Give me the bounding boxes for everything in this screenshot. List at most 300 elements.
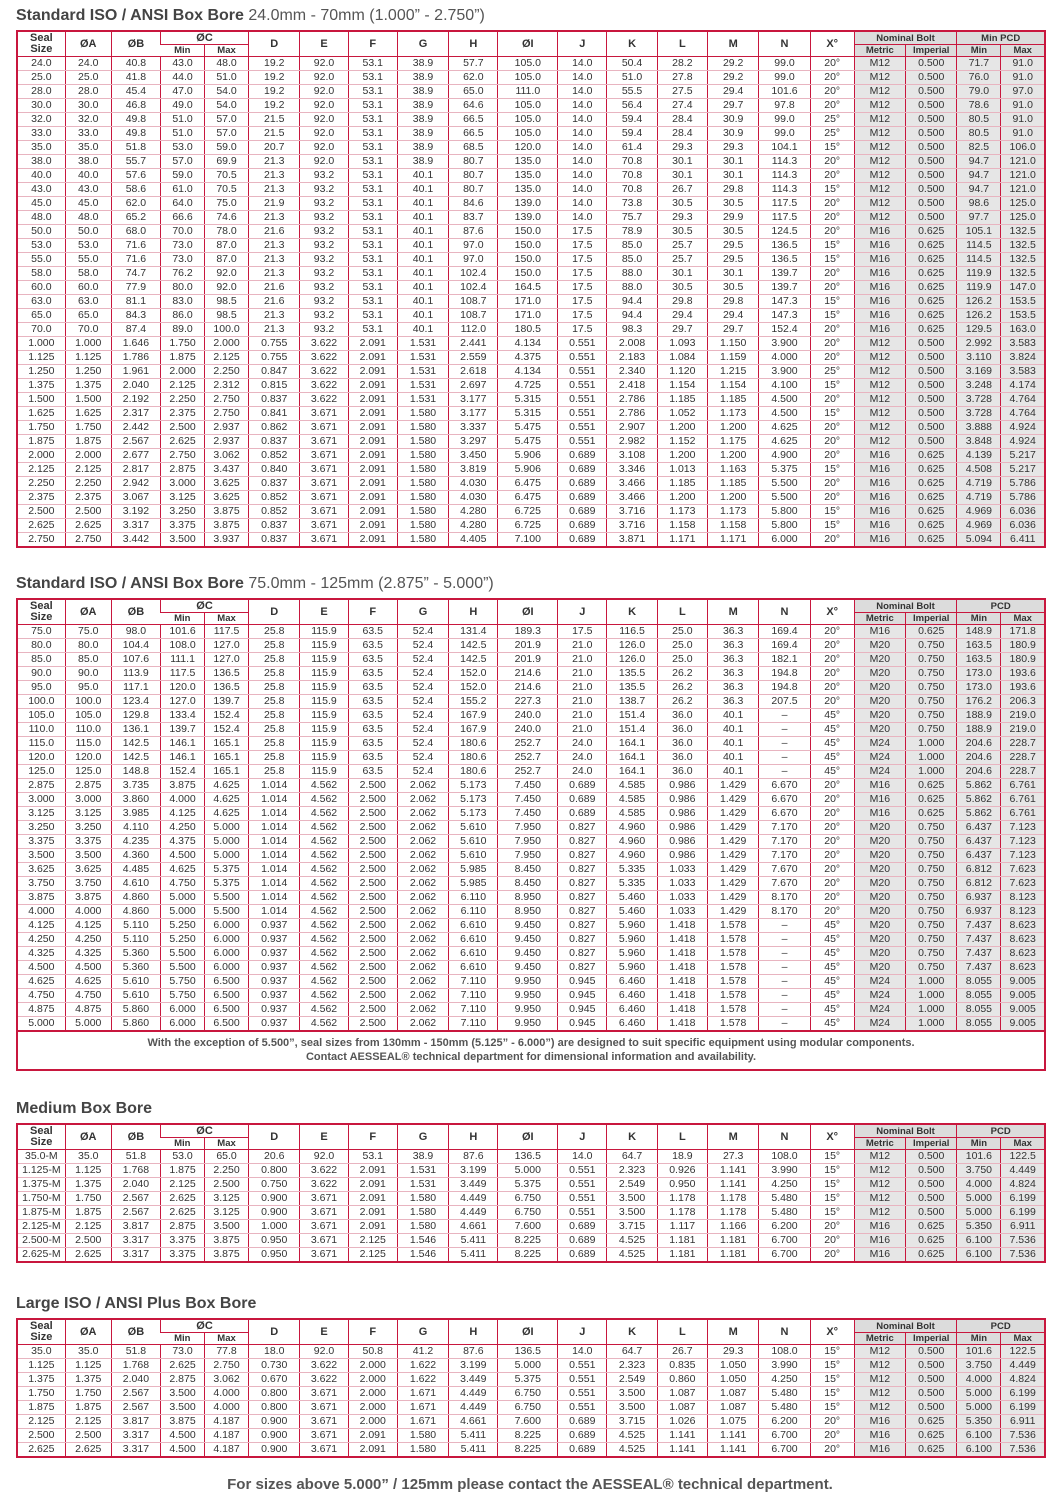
- table-cell: M24: [854, 975, 905, 989]
- table-cell: 20°: [810, 779, 854, 793]
- table-cell: M20: [854, 961, 905, 975]
- table-row: [17, 933, 1045, 947]
- table-cell: 71.7: [957, 57, 1001, 71]
- table-cell: 219.0: [1001, 723, 1045, 737]
- header-pcd-min: Min: [957, 1138, 1001, 1150]
- table-cell: 6.610: [449, 961, 498, 975]
- table-cell: 113.9: [111, 667, 160, 681]
- table-cell: 58.0: [65, 267, 111, 281]
- table-cell: 29.4: [657, 309, 707, 323]
- table-cell: M16: [854, 625, 905, 639]
- table-cell: 45°: [810, 975, 854, 989]
- table-cell: 0.625: [906, 779, 957, 793]
- table-cell: 30.5: [708, 225, 759, 239]
- table-cell: 0.500: [906, 351, 957, 365]
- table-cell: 99.0: [759, 71, 810, 85]
- table-cell: 29.8: [708, 295, 759, 309]
- table-cell: 35.0: [65, 1345, 111, 1359]
- note-line: Contact AESSEAL® technical department for dimensional information and availability.: [305, 1051, 756, 1063]
- table-cell: M16: [854, 779, 905, 793]
- table-cell: 124.5: [759, 225, 810, 239]
- table-cell: 32.0: [17, 113, 65, 127]
- table-cell: 4.500: [161, 849, 205, 863]
- header-c-min: Min: [161, 1138, 205, 1150]
- table-cell: 9.005: [1001, 1017, 1045, 1032]
- table-cell: 207.5: [759, 695, 810, 709]
- table-cell: 6.750: [498, 1206, 558, 1220]
- table-cell: 25.8: [249, 695, 300, 709]
- table-cell: 219.0: [1001, 709, 1045, 723]
- table-cell: 4.625: [205, 779, 249, 793]
- table-cell: 40.1: [397, 197, 448, 211]
- table-cell: M16: [854, 477, 905, 491]
- header-col-f: F: [348, 1319, 397, 1345]
- table-cell: 1.580: [397, 1192, 448, 1206]
- table-cell: 2.500: [17, 1429, 65, 1443]
- table-cell: 3.622: [300, 379, 348, 393]
- table-cell: M24: [854, 737, 905, 751]
- table-cell: 6.700: [759, 1234, 810, 1248]
- table-row: [17, 449, 1045, 463]
- table-cell: 29.5: [708, 253, 759, 267]
- table-cell: 53.1: [348, 225, 397, 239]
- table-cell: 75.0: [205, 197, 249, 211]
- table-cell: 27.4: [657, 99, 707, 113]
- table-cell: M20: [854, 891, 905, 905]
- table-cell: 6.761: [1001, 807, 1045, 821]
- table-cell: 38.9: [397, 71, 448, 85]
- table-cell: 7.437: [957, 961, 1001, 975]
- table-cell: 0.500: [906, 1192, 957, 1206]
- table-cell: 0.945: [558, 1017, 607, 1032]
- table-cell: 3.848: [957, 435, 1001, 449]
- table-cell: 7.110: [449, 1017, 498, 1032]
- table-cell: 6.750: [498, 1401, 558, 1415]
- table-cell: 0.862: [249, 421, 300, 435]
- table-cell: 20°: [810, 211, 854, 225]
- table-row: [17, 1345, 1045, 1359]
- table-cell: 4.525: [607, 1248, 657, 1263]
- table-cell: 3.875: [205, 1248, 249, 1263]
- table-cell: 94.7: [957, 169, 1001, 183]
- table-cell: 1.166: [708, 1220, 759, 1234]
- table-cell: 0.625: [906, 253, 957, 267]
- table-cell: M20: [854, 877, 905, 891]
- table-cell: 93.2: [300, 281, 348, 295]
- table-cell: 2.062: [397, 807, 448, 821]
- table-cell: 119.9: [957, 281, 1001, 295]
- table-cell: 2.040: [111, 1373, 160, 1387]
- table-cell: 94.4: [607, 309, 657, 323]
- table-cell: 6.100: [957, 1248, 1001, 1263]
- table-cell: 0.689: [558, 1220, 607, 1234]
- table-cell: 2.875: [17, 779, 65, 793]
- table-row: [17, 1443, 1045, 1458]
- table-cell: 2.567: [111, 1192, 160, 1206]
- table-cell: 53.1: [348, 1150, 397, 1164]
- table-cell: M12: [854, 435, 905, 449]
- table-cell: 0.800: [249, 1164, 300, 1178]
- table-cell: 2.500: [348, 821, 397, 835]
- table-cell: 5.173: [449, 807, 498, 821]
- table-cell: 83.0: [161, 295, 205, 309]
- table-cell: 1.580: [397, 1220, 448, 1234]
- table-cell: 1.429: [708, 779, 759, 793]
- table-cell: 125.0: [65, 765, 111, 779]
- table-cell: 64.7: [607, 1150, 657, 1164]
- table-cell: M20: [854, 681, 905, 695]
- table-cell: 51.8: [111, 1150, 160, 1164]
- table-cell: 0.900: [249, 1192, 300, 1206]
- table-cell: 0.551: [558, 1178, 607, 1192]
- table-cell: 3.500: [607, 1206, 657, 1220]
- table-cell: 3.671: [300, 1192, 348, 1206]
- table-cell: 78.0: [205, 225, 249, 239]
- table-cell: 4.585: [607, 779, 657, 793]
- table-cell: 3.297: [449, 435, 498, 449]
- table-cell: 4.508: [957, 463, 1001, 477]
- table-cell: 0.500: [906, 71, 957, 85]
- table-cell: 3.500: [607, 1387, 657, 1401]
- table-cell: 1.158: [708, 519, 759, 533]
- table-cell: 3.671: [300, 491, 348, 505]
- table-cell: 30.1: [657, 155, 707, 169]
- table-cell: 132.5: [1001, 267, 1045, 281]
- table-cell: 7.536: [1001, 1234, 1045, 1248]
- table-cell: 3.875: [17, 891, 65, 905]
- table-cell: 1.050: [708, 1359, 759, 1373]
- table-cell: 57.6: [111, 169, 160, 183]
- table-cell: 0.500: [906, 365, 957, 379]
- table-cell: 8.623: [1001, 919, 1045, 933]
- table-cell: 3.062: [205, 449, 249, 463]
- table-cell: 1.875: [161, 1164, 205, 1178]
- table-cell: 4.625: [17, 975, 65, 989]
- table-cell: 4.764: [1001, 407, 1045, 421]
- table-cell: 53.1: [348, 211, 397, 225]
- table-cell: 25.8: [249, 681, 300, 695]
- table-cell: 1.000: [906, 765, 957, 779]
- table-cell: 99.0: [759, 113, 810, 127]
- table-cell: 14.0: [558, 141, 607, 155]
- table-cell: 0.500: [906, 1373, 957, 1387]
- table-row: [17, 435, 1045, 449]
- table-cell: 1.580: [397, 435, 448, 449]
- table-cell: 20°: [810, 849, 854, 863]
- table-cell: 0.625: [906, 793, 957, 807]
- table-cell: 0.986: [657, 779, 707, 793]
- table-cell: 84.6: [449, 197, 498, 211]
- table-cell: 2.000: [348, 1359, 397, 1373]
- header-col-j: J: [558, 599, 607, 625]
- table-cell: M16: [854, 1429, 905, 1443]
- table-cell: 0.986: [657, 807, 707, 821]
- table-cell: 41.8: [111, 71, 160, 85]
- table-cell: 0.500: [906, 407, 957, 421]
- table-row: [17, 625, 1045, 639]
- table-cell: 1.786: [111, 351, 160, 365]
- table-cell: 5.110: [111, 919, 160, 933]
- table-cell: 2.125: [17, 1415, 65, 1429]
- table-cell: 7.536: [1001, 1248, 1045, 1263]
- header-col-l: L: [657, 599, 707, 625]
- header-col-e: E: [300, 1319, 348, 1345]
- table-cell: 0.689: [558, 779, 607, 793]
- table-cell: 3.346: [607, 463, 657, 477]
- table-cell: 2.062: [397, 933, 448, 947]
- table-cell: 80.5: [957, 113, 1001, 127]
- table-cell: 1.375-M: [17, 1178, 65, 1192]
- table-cell: 146.1: [161, 751, 205, 765]
- table-cell: 228.7: [1001, 751, 1045, 765]
- table-cell: 1.418: [657, 1003, 707, 1017]
- table-cell: 15°: [810, 1206, 854, 1220]
- header-col-j: J: [558, 1124, 607, 1150]
- table-cell: 0.551: [558, 337, 607, 351]
- table-cell: 14.0: [558, 197, 607, 211]
- table-cell: 69.9: [205, 155, 249, 169]
- table-cell: 24.0: [558, 751, 607, 765]
- table-cell: 9.450: [498, 961, 558, 975]
- table-cell: 7.170: [759, 849, 810, 863]
- table-cell: 0.750: [906, 849, 957, 863]
- table-cell: 25.8: [249, 723, 300, 737]
- table-cell: 3.875: [205, 505, 249, 519]
- table-cell: 6.911: [1001, 1415, 1045, 1429]
- table-cell: 1.033: [657, 877, 707, 891]
- table-row: [17, 351, 1045, 365]
- table-cell: 2.062: [397, 779, 448, 793]
- table-cell: 24.0: [65, 57, 111, 71]
- table-cell: 4.125: [17, 919, 65, 933]
- table-cell: 3.671: [300, 435, 348, 449]
- table-cell: 117.1: [111, 681, 160, 695]
- table-cell: M20: [854, 723, 905, 737]
- table-cell: M20: [854, 709, 905, 723]
- table-cell: 0.827: [558, 821, 607, 835]
- table-cell: 6.200: [759, 1220, 810, 1234]
- table-cell: 6.460: [607, 1017, 657, 1032]
- table-cell: 7.123: [1001, 849, 1045, 863]
- table-cell: 6.610: [449, 947, 498, 961]
- table-cell: 0.937: [249, 933, 300, 947]
- table-cell: 14.0: [558, 71, 607, 85]
- table-cell: M12: [854, 113, 905, 127]
- table-cell: 2.375: [161, 407, 205, 421]
- table-cell: 1.141: [708, 1178, 759, 1192]
- table-cell: 1.141: [708, 1429, 759, 1443]
- table-cell: 2.441: [449, 337, 498, 351]
- table-cell: 2.907: [607, 421, 657, 435]
- table-cell: 0.750: [906, 933, 957, 947]
- table-cell: 3.125: [17, 807, 65, 821]
- table-cell: 20°: [810, 793, 854, 807]
- table-cell: 30.5: [657, 197, 707, 211]
- table-cell: 1.014: [249, 779, 300, 793]
- header-col-d: D: [249, 1124, 300, 1150]
- table-cell: 45°: [810, 919, 854, 933]
- table-cell: 3.442: [111, 533, 160, 548]
- table-row: [17, 281, 1045, 295]
- header-col-h: H: [449, 599, 498, 625]
- table-cell: 0.689: [558, 449, 607, 463]
- header-col-k: K: [607, 599, 657, 625]
- table-cell: 85.0: [607, 239, 657, 253]
- table-cell: 7.600: [498, 1415, 558, 1429]
- table-cell: 57.7: [449, 57, 498, 71]
- header-col-x: X°: [810, 1319, 854, 1345]
- table-cell: 2.625: [17, 1443, 65, 1458]
- table-cell: 153.5: [1001, 309, 1045, 323]
- table-cell: –: [759, 919, 810, 933]
- table-cell: 5.000: [161, 891, 205, 905]
- table-cell: 1.200: [657, 449, 707, 463]
- table-row: [17, 709, 1045, 723]
- table-cell: 101.6: [957, 1150, 1001, 1164]
- table-cell: 3.000: [65, 793, 111, 807]
- table-cell: M20: [854, 821, 905, 835]
- table-cell: 20°: [810, 653, 854, 667]
- table-cell: 20°: [810, 57, 854, 71]
- table-cell: 25.8: [249, 667, 300, 681]
- table-cell: 49.8: [111, 127, 160, 141]
- table-cell: 36.3: [708, 653, 759, 667]
- table-cell: 0.852: [249, 491, 300, 505]
- table-cell: 53.1: [348, 169, 397, 183]
- table-cell: 0.937: [249, 1003, 300, 1017]
- table-cell: 4.187: [205, 1443, 249, 1458]
- table-cell: 92.0: [300, 113, 348, 127]
- table-cell: 45°: [810, 961, 854, 975]
- header-col-g: G: [397, 1319, 448, 1345]
- table-cell: 20°: [810, 639, 854, 653]
- table-cell: 70.0: [65, 323, 111, 337]
- table-cell: 112.0: [449, 323, 498, 337]
- table-cell: 80.0: [17, 639, 65, 653]
- table-cell: 5.906: [498, 463, 558, 477]
- table-cell: 165.1: [205, 751, 249, 765]
- table-cell: 25.8: [249, 625, 300, 639]
- table-cell: 2.317: [111, 407, 160, 421]
- table-cell: 2.062: [397, 947, 448, 961]
- table-cell: 70.0: [161, 225, 205, 239]
- table-cell: 4.661: [449, 1220, 498, 1234]
- table-cell: 4.719: [957, 491, 1001, 505]
- table-cell: 152.4: [161, 765, 205, 779]
- table-cell: 18.0: [249, 1345, 300, 1359]
- table-cell: 1.000: [17, 337, 65, 351]
- table-cell: 164.1: [607, 751, 657, 765]
- table-cell: –: [759, 933, 810, 947]
- table-cell: 1.014: [249, 835, 300, 849]
- table-cell: 36.0: [657, 751, 707, 765]
- table-cell: 38.9: [397, 85, 448, 99]
- table-cell: 1.875: [17, 435, 65, 449]
- table-cell: 21.5: [249, 113, 300, 127]
- table-cell: 29.7: [708, 323, 759, 337]
- table-cell: 0.625: [906, 1234, 957, 1248]
- table-row: [17, 947, 1045, 961]
- table-cell: 1.580: [397, 477, 448, 491]
- table-cell: 132.5: [1001, 225, 1045, 239]
- table-cell: 2.091: [348, 519, 397, 533]
- table-cell: 4.625: [759, 421, 810, 435]
- table-cell: 38.9: [397, 141, 448, 155]
- table-cell: 20°: [810, 449, 854, 463]
- table-cell: 2.375: [17, 491, 65, 505]
- table-cell: 115.9: [300, 681, 348, 695]
- header-col-b: ØB: [111, 31, 160, 57]
- table-cell: 0.847: [249, 365, 300, 379]
- header-pcd: Min PCD: [957, 31, 1045, 45]
- title-range: 24.0mm - 70mm (1.000” - 2.750”): [243, 7, 485, 24]
- table-cell: 0.500: [906, 113, 957, 127]
- table-cell: 93.2: [300, 295, 348, 309]
- table-cell: 1.750: [161, 337, 205, 351]
- table-cell: 29.3: [657, 211, 707, 225]
- table-cell: 1.125: [65, 351, 111, 365]
- table-cell: 1.375: [65, 1178, 111, 1192]
- table-cell: 1.033: [657, 863, 707, 877]
- table-cell: 53.1: [348, 197, 397, 211]
- table-cell: 0.689: [558, 1234, 607, 1248]
- table-cell: 4.750: [161, 877, 205, 891]
- table-cell: 3.817: [111, 1415, 160, 1429]
- header-metric: Metric: [854, 1138, 905, 1150]
- table-cell: 188.9: [957, 709, 1001, 723]
- table-cell: 3.250: [17, 821, 65, 835]
- table-cell: 66.5: [449, 127, 498, 141]
- header-col-k: K: [607, 1124, 657, 1150]
- table-cell: 204.6: [957, 737, 1001, 751]
- table-cell: 8.950: [498, 891, 558, 905]
- table-row: [17, 127, 1045, 141]
- table-cell: 136.1: [111, 723, 160, 737]
- table-cell: 4.187: [205, 1429, 249, 1443]
- table-cell: 6.937: [957, 905, 1001, 919]
- table-cell: 1.093: [657, 337, 707, 351]
- table-cell: 4.661: [449, 1415, 498, 1429]
- table-cell: 167.9: [449, 723, 498, 737]
- table-cell: 6.199: [1001, 1401, 1045, 1415]
- table-cell: 2.500: [17, 505, 65, 519]
- header-col-n: N: [759, 31, 810, 57]
- table-cell: 64.6: [449, 99, 498, 113]
- table-cell: 3.671: [300, 1220, 348, 1234]
- table-cell: 73.0: [161, 239, 205, 253]
- table-row: [17, 505, 1045, 519]
- table-cell: 3.671: [300, 463, 348, 477]
- table-cell: 0.500: [906, 337, 957, 351]
- table-cell: 2.062: [397, 835, 448, 849]
- table-cell: 61.0: [161, 183, 205, 197]
- table-cell: 108.0: [161, 639, 205, 653]
- table-cell: –: [759, 947, 810, 961]
- table-cell: 5.610: [111, 975, 160, 989]
- table-cell: 1.578: [708, 961, 759, 975]
- table-cell: 21.0: [558, 653, 607, 667]
- table-cell: 100.0: [205, 323, 249, 337]
- table-cell: 151.4: [607, 723, 657, 737]
- table-cell: 6.000: [205, 947, 249, 961]
- table-row: [17, 407, 1045, 421]
- table-cell: 5.862: [957, 807, 1001, 821]
- table-cell: 63.0: [65, 295, 111, 309]
- table-cell: M16: [854, 491, 905, 505]
- header-pcd: PCD: [957, 599, 1045, 613]
- table-cell: 1.178: [708, 1206, 759, 1220]
- table-cell: 14.0: [558, 1150, 607, 1164]
